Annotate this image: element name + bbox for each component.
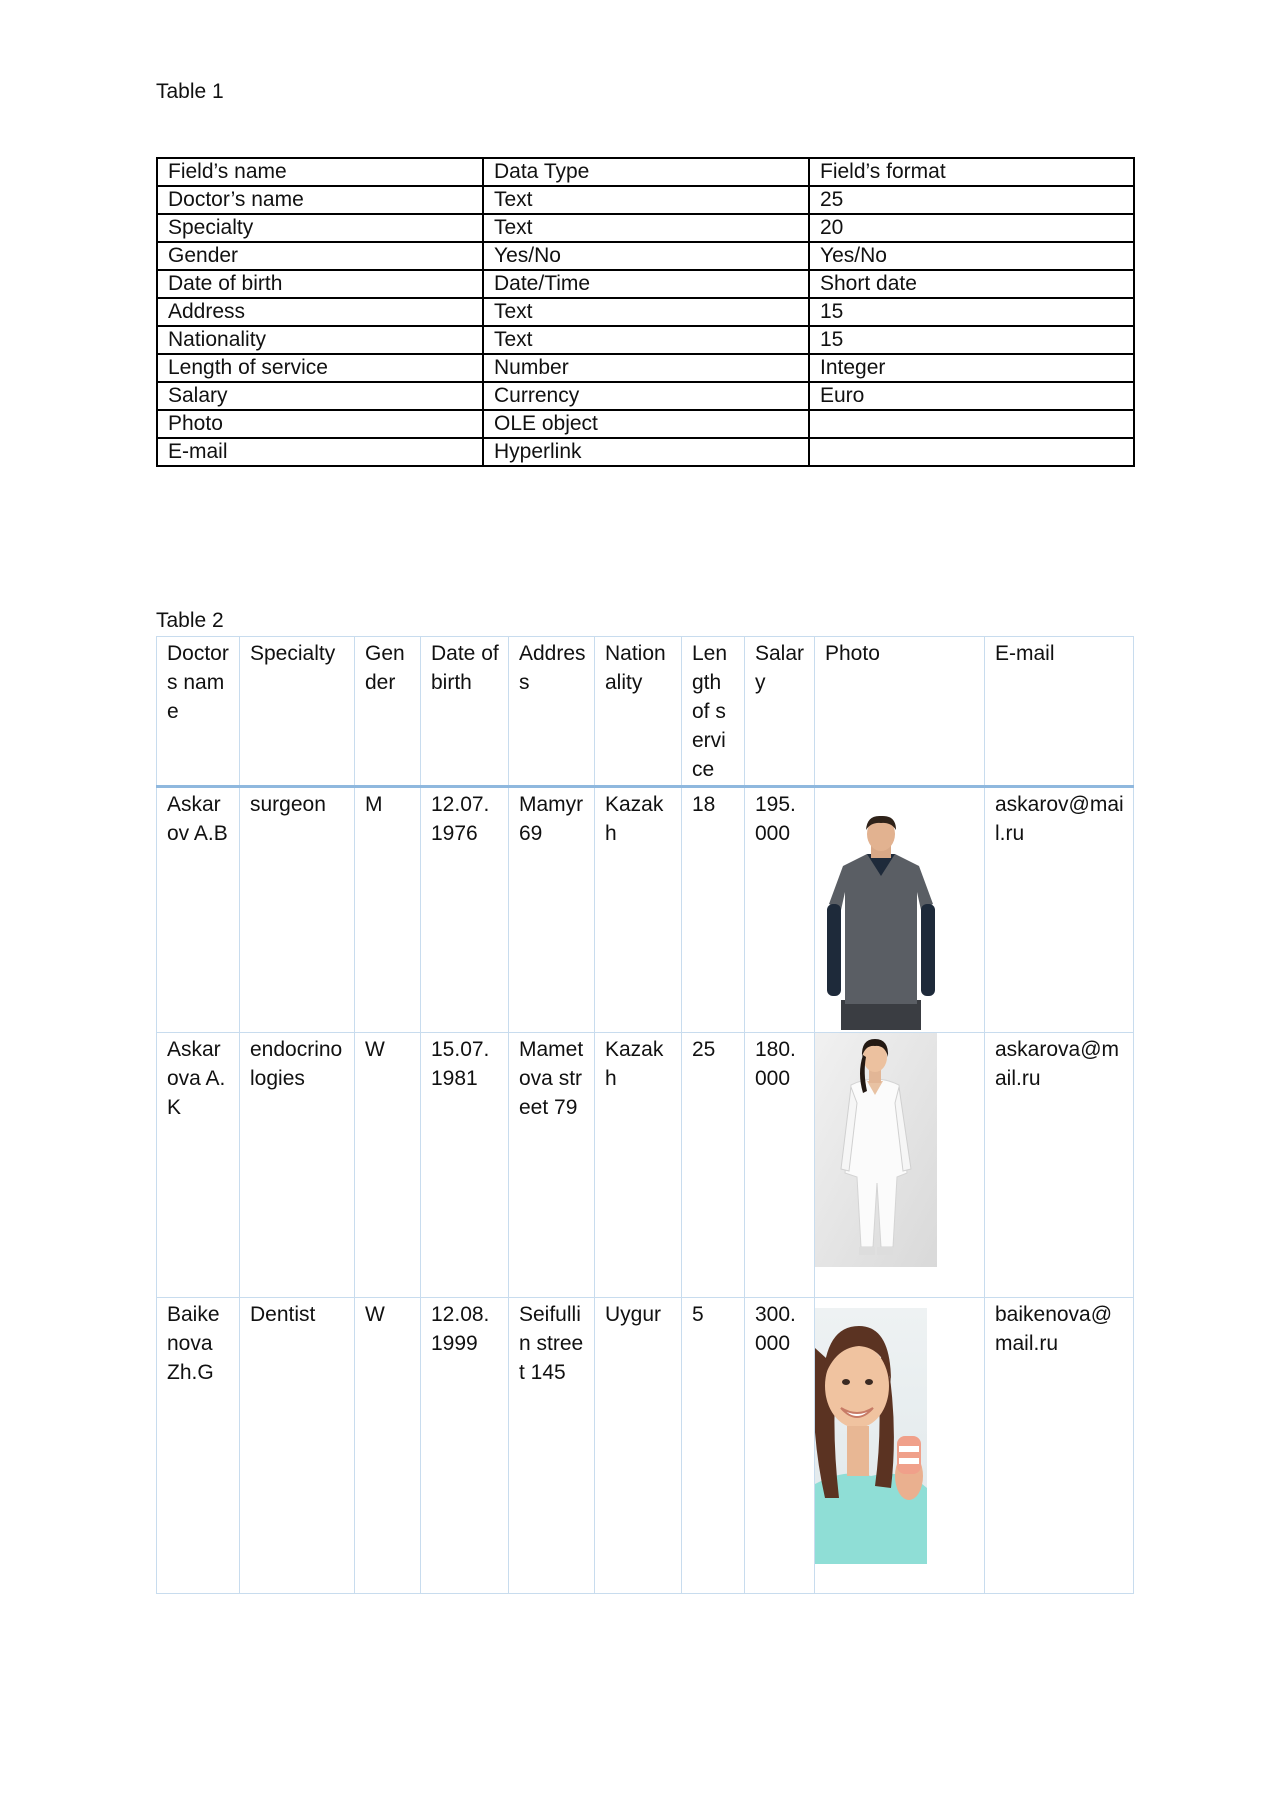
nationality-cell: Kazakh (595, 787, 682, 1033)
address-cell: Mametova street 79 (509, 1033, 595, 1298)
table-row (157, 787, 1134, 1033)
photo-cell (815, 1033, 985, 1298)
table-row (157, 214, 1134, 242)
header-cell: Length of service (682, 637, 745, 787)
table-cell: Date/Time (483, 270, 809, 298)
table-row (157, 354, 1134, 382)
salary-cell: 180.000 (745, 1033, 815, 1298)
salary-cell: 300.000 (745, 1298, 815, 1594)
gender-cell: W (355, 1033, 421, 1298)
table-cell: Text (483, 326, 809, 354)
service-length-cell: 18 (682, 787, 745, 1033)
table-cell: Text (483, 298, 809, 326)
field-definitions-table (156, 157, 1135, 467)
table-cell: Nationality (157, 326, 483, 354)
gender-cell: W (355, 1298, 421, 1594)
table-cell: Yes/No (483, 242, 809, 270)
female-dentist-photo (815, 1308, 927, 1564)
table-cell: Photo (157, 410, 483, 438)
header-cell: Photo (815, 637, 985, 787)
doctor-name-cell: Baikenova Zh.G (157, 1298, 240, 1594)
table-cell: Address (157, 298, 483, 326)
birth-date-cell: 12.07.1976 (421, 787, 509, 1033)
doctor-name-cell: Askarov A.B (157, 787, 240, 1033)
table-cell (809, 438, 1134, 466)
salary-cell: 195.000 (745, 787, 815, 1033)
table-cell: Doctor’s name (157, 186, 483, 214)
header-cell: E-mail (985, 637, 1134, 787)
specialty-cell: endocrinologies (240, 1033, 355, 1298)
table-row (157, 242, 1134, 270)
gender-cell: M (355, 787, 421, 1033)
service-length-cell: 5 (682, 1298, 745, 1594)
table-cell: OLE object (483, 410, 809, 438)
table-cell: 25 (809, 186, 1134, 214)
header-cell: Nationality (595, 637, 682, 787)
header-cell: Salary (745, 637, 815, 787)
table-cell: Currency (483, 382, 809, 410)
table-cell: Gender (157, 242, 483, 270)
doctor-name-cell: Askarova A.K (157, 1033, 240, 1298)
table-row (157, 410, 1134, 438)
specialty-cell: surgeon (240, 787, 355, 1033)
birth-date-cell: 15.07.1981 (421, 1033, 509, 1298)
female-doctor-photo (815, 1033, 937, 1267)
table-cell: 15 (809, 298, 1134, 326)
table-cell: Short date (809, 270, 1134, 298)
table-cell: 15 (809, 326, 1134, 354)
table-cell: Specialty (157, 214, 483, 242)
table-header-row (157, 637, 1134, 787)
table-cell: Field’s format (809, 158, 1134, 186)
photo-cell (815, 787, 985, 1033)
doctors-records-table (156, 636, 1134, 1594)
table-row (157, 1033, 1134, 1298)
table-row (157, 382, 1134, 410)
table-cell: Field’s name (157, 158, 483, 186)
header-cell: Address (509, 637, 595, 787)
header-cell: Date of birth (421, 637, 509, 787)
table-cell: Date of birth (157, 270, 483, 298)
table-cell: Yes/No (809, 242, 1134, 270)
table-row (157, 270, 1134, 298)
table-row (157, 326, 1134, 354)
table-row (157, 186, 1134, 214)
table-cell: Integer (809, 354, 1134, 382)
birth-date-cell: 12.08.1999 (421, 1298, 509, 1594)
table-row (157, 438, 1134, 466)
table-cell: Text (483, 186, 809, 214)
table-cell (809, 410, 1134, 438)
table-cell: Data Type (483, 158, 809, 186)
table-cell: Length of service (157, 354, 483, 382)
header-cell: Doctors name (157, 637, 240, 787)
table-row (157, 298, 1134, 326)
specialty-cell: Dentist (240, 1298, 355, 1594)
header-cell: Specialty (240, 637, 355, 787)
nationality-cell: Kazakh (595, 1033, 682, 1298)
service-length-cell: 25 (682, 1033, 745, 1298)
email-cell[interactable]: baikenova@mail.ru (985, 1298, 1134, 1594)
table-2-caption: Table 2 (156, 609, 224, 632)
nationality-cell: Uygur (595, 1298, 682, 1594)
header-cell: Gender (355, 637, 421, 787)
table-cell: E-mail (157, 438, 483, 466)
photo-cell (815, 1298, 985, 1594)
address-cell: Mamyr 69 (509, 787, 595, 1033)
email-cell[interactable]: askarova@mail.ru (985, 1033, 1134, 1298)
table-cell: 20 (809, 214, 1134, 242)
table-header-row (157, 158, 1134, 186)
table-cell: Euro (809, 382, 1134, 410)
table-cell: Salary (157, 382, 483, 410)
table-cell: Hyperlink (483, 438, 809, 466)
email-cell[interactable]: askarov@mail.ru (985, 787, 1134, 1033)
table-1-caption: Table 1 (156, 80, 224, 103)
table-cell: Number (483, 354, 809, 382)
table-cell: Text (483, 214, 809, 242)
male-surgeon-photo (821, 814, 941, 1030)
address-cell: Seifullin street 145 (509, 1298, 595, 1594)
table-row (157, 1298, 1134, 1594)
